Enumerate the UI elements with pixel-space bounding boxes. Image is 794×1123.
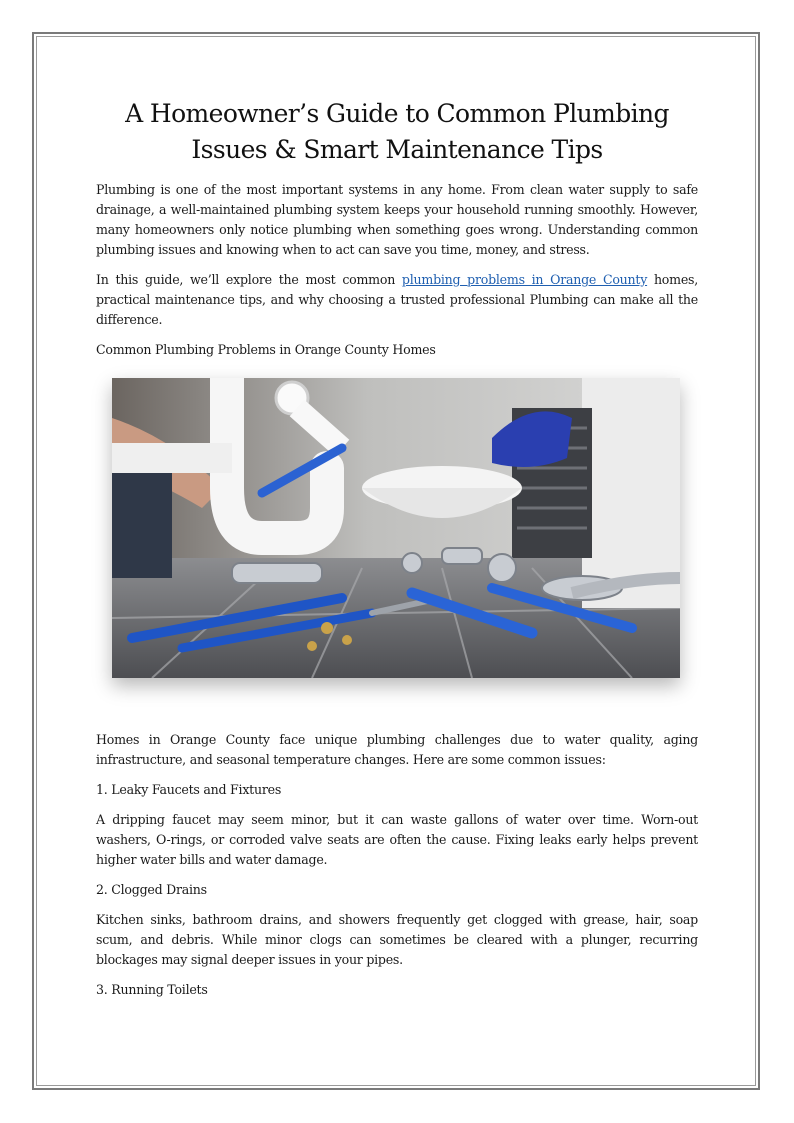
section-heading: Common Plumbing Problems in Orange County Homes xyxy=(96,342,436,357)
document-body xyxy=(96,96,698,1010)
issue-body-leaky-faucets: A dripping faucet may seem minor, but it can waste gallons of water over time. Worn-out washers, O-rings, or corroded valve seats are often the cause. Fixing leaks early helps prevent higher water bills and water damage. xyxy=(96,812,698,867)
plumbing-tools-photo xyxy=(112,378,680,678)
intro-paragraph: Plumbing is one of the most important systems in any home. From clean water supply to safe drainage, a well-maintained plumbing system keeps your household running smoothly. However, many homeowners only notice plumbing when something goes wrong. Understanding common plumbing issues and knowing when to act can save you time, money, and stress. xyxy=(96,182,698,257)
section-intro: Homes in Orange County face unique plumbing challenges due to water quality, aging infrastructure, and seasonal temperature changes. Here are some common issues: xyxy=(96,732,698,767)
guide-paragraph xyxy=(96,270,698,330)
guide-text-before: In this guide, we’ll explore the most common xyxy=(96,272,402,287)
issue-heading-running-toilets: 3. Running Toilets xyxy=(96,982,208,997)
plumbing-photo-illustration xyxy=(112,378,680,678)
issues-section xyxy=(96,730,698,1000)
document-title: A Homeowner’s Guide to Common Plumbing Issues & Smart Maintenance Tips xyxy=(125,99,669,164)
issue-heading-clogged-drains: 2. Clogged Drains xyxy=(96,882,207,897)
orange-county-link[interactable]: plumbing problems in Orange County xyxy=(401,272,648,287)
issue-heading-leaky-faucets: 1. Leaky Faucets and Fixtures xyxy=(96,782,282,797)
guide-text-after: homes, practical maintenance tips, and why choosing a trusted professional Plumbing can make all the difference. xyxy=(96,272,699,327)
issue-body-clogged-drains: Kitchen sinks, bathroom drains, and showers frequently get clogged with grease, hair, soap scum, and debris. While minor clogs can sometimes be cleared with a plunger, recurring blockages may signal deeper issues in your pipes. xyxy=(96,912,698,967)
